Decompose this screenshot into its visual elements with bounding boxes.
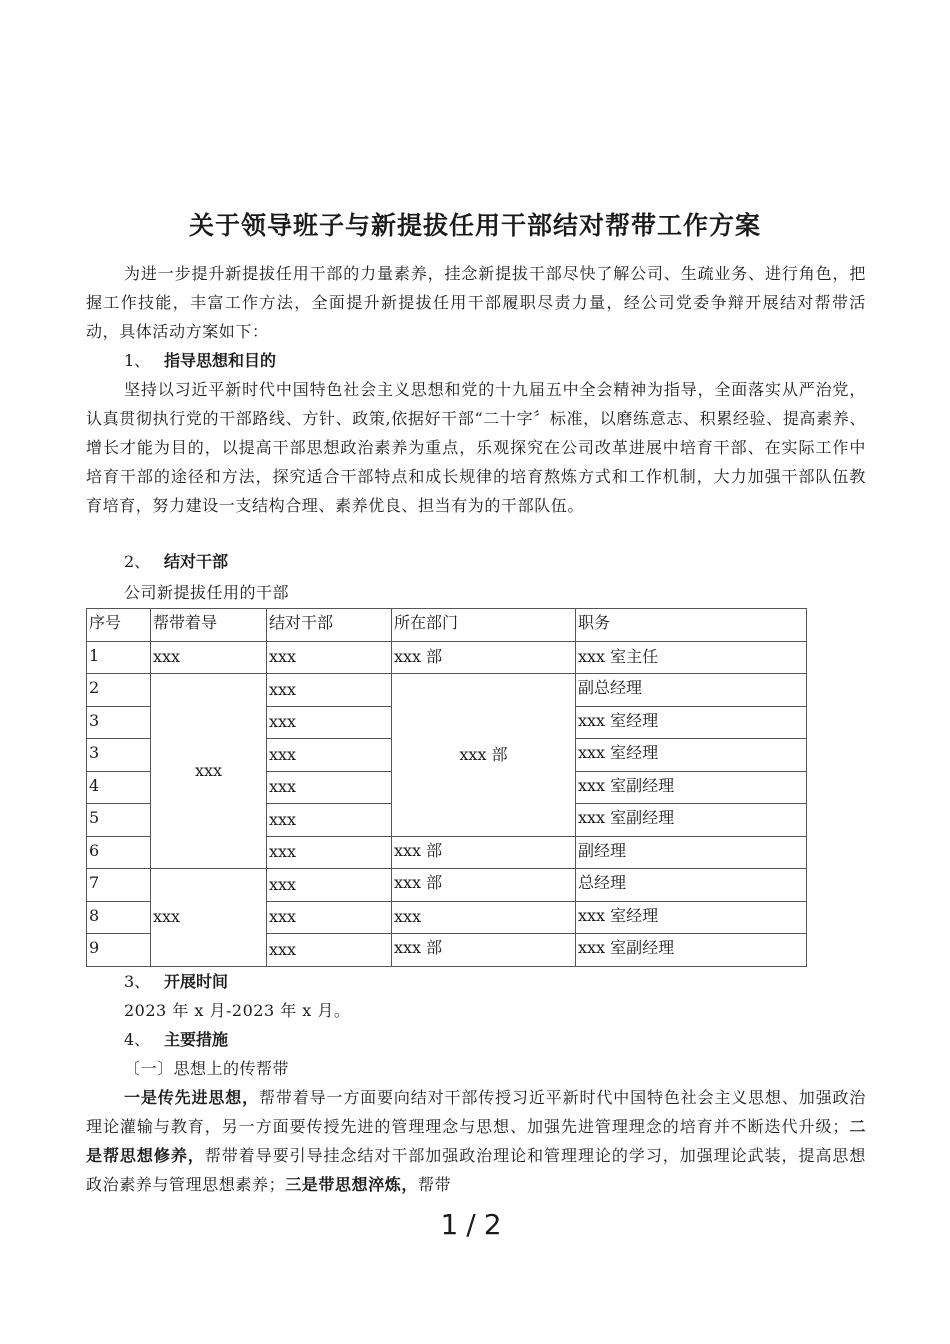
table-row — [87, 641, 807, 674]
row-number-cell: 1 — [87, 641, 151, 674]
paragraph-text: 帮带 — [418, 1175, 452, 1194]
row-number-cell: 8 — [87, 901, 151, 934]
subsection-heading: 〔一〕思想上的传帮带 — [124, 1059, 290, 1078]
post-cell: xxx 室副经理 — [576, 771, 807, 804]
bold-phrase: 三是带思想淬炼， — [285, 1175, 419, 1194]
row-number-cell: 3 — [87, 739, 151, 772]
mentor-cell: xxx — [151, 674, 267, 869]
bold-phrase: 一是传先进思想， — [124, 1088, 259, 1107]
post-cell: xxx 室经理 — [576, 901, 807, 934]
cadre-cell: xxx — [267, 771, 392, 804]
post-cell: xxx 室经理 — [576, 739, 807, 772]
cadre-table — [86, 608, 807, 967]
header-cell: 帮带着导 — [151, 609, 267, 642]
section-heading-1 — [124, 346, 276, 375]
cadre-cell: xxx — [267, 739, 392, 772]
total-pages: 2 — [483, 1208, 510, 1241]
section-title: 开展时间 — [164, 972, 229, 991]
document-title: 关于领导班子与新提拔任用干部结对帮带工作方案 — [188, 211, 761, 240]
cadre-cell: xxx — [267, 674, 392, 707]
section-number: 2、 — [124, 552, 151, 571]
cadre-cell: xxx — [267, 641, 392, 674]
department-cell: xxx 部 — [392, 641, 576, 674]
paragraph-text: 帮带着导一方面要向结对干部传授习近平新时代中国特色社会主义思想、加强政治理论灌输与教育，另一方面要传授先进的管理理念与思想、加强先进管理理念的培育并不断迭代升级； — [86, 1088, 866, 1136]
bold-phrase: 二是帮思想修养， — [86, 1117, 866, 1165]
cadre-cell: xxx — [267, 804, 392, 837]
post-cell: 副总经理 — [576, 674, 807, 707]
post-cell: 副经理 — [576, 836, 807, 869]
post-cell: xxx 室副经理 — [576, 804, 807, 837]
cadre-cell: xxx — [267, 901, 392, 934]
schedule-text: 2023 年 x 月-2023 年 x 月。 — [124, 1001, 351, 1020]
cadre-cell: xxx — [267, 869, 392, 902]
paragraph-text: 帮带着导要引导挂念结对干部加强政治理论和管理理论的学习，加强理论武装，提高思想政治素养与管理思想素养； — [86, 1146, 866, 1194]
row-number-cell: 5 — [87, 804, 151, 837]
section-title: 主要措施 — [164, 1030, 229, 1049]
department-cell: xxx 部 — [392, 869, 576, 902]
department-cell: xxx 部 — [392, 836, 576, 869]
header-cell: 序号 — [87, 609, 151, 642]
measures-paragraph — [86, 1083, 866, 1199]
row-number-cell: 9 — [87, 934, 151, 967]
row-number-cell: 4 — [87, 771, 151, 804]
department-cell: xxx 部 — [392, 934, 576, 967]
intro-paragraph: 为进一步提升新提拔任用干部的力量素养，挂念新提拔干部尽快了解公司、生疏业务、进行角色，把握工作技能，丰富工作方法，全面提升新提拔任用干部履职尽责力量，经公司党委争辩开展结对帮带活动，具体活动方案如下： — [86, 264, 866, 341]
section-title: 结对干部 — [164, 552, 229, 571]
page-separator: / — [466, 1208, 484, 1241]
section-number: 4、 — [124, 1030, 151, 1049]
section-number: 1、 — [124, 351, 151, 370]
section-heading-4 — [124, 1025, 228, 1054]
section-number: 3、 — [124, 972, 151, 991]
table-header-row — [87, 609, 807, 642]
table-row — [87, 869, 807, 902]
header-cell: 职务 — [576, 609, 807, 642]
row-number-cell: 3 — [87, 706, 151, 739]
row-number-cell: 6 — [87, 836, 151, 869]
row-number-cell: 7 — [87, 869, 151, 902]
section-title: 指导思想和目的 — [164, 351, 277, 370]
page-indicator — [0, 1208, 950, 1241]
cadre-cell: xxx — [267, 706, 392, 739]
mentor-cell: xxx — [151, 869, 267, 967]
table-caption: 公司新提拔任用的干部 — [124, 583, 290, 602]
header-cell: 所在部门 — [392, 609, 576, 642]
post-cell: xxx 室副经理 — [576, 934, 807, 967]
post-cell: xxx 室经理 — [576, 706, 807, 739]
table-row — [87, 674, 807, 707]
header-cell: 结对干部 — [267, 609, 392, 642]
current-page: 1 — [440, 1208, 467, 1241]
department-cell: xxx — [392, 901, 576, 934]
department-cell: xxx 部 — [392, 674, 576, 837]
post-cell: 总经理 — [576, 869, 807, 902]
cadre-cell: xxx — [267, 836, 392, 869]
section-heading-3 — [124, 967, 228, 996]
post-cell: xxx 室主任 — [576, 641, 807, 674]
mentor-cell: xxx — [151, 641, 267, 674]
cadre-cell: xxx — [267, 934, 392, 967]
row-number-cell: 2 — [87, 674, 151, 707]
section1-paragraph: 坚持以习近平新时代中国特色社会主义思想和党的十九届五中全会精神为指导，全面落实从严治党，认真贯彻执行党的干部路线、方针、政策,依据好干部“二十字〞标准，以磨练意志、积累经验、提高素养、增长才能为目的，以提高干部思想政治素养为重点，乐观探究在公司改革进展中培育干部、在实际工作中培育干部的途径和方法，探究适合干部特点和成长规律的培育熬炼方式和工作机制，大力加强干部队伍教育培育，努力建设一支结构合理、素养优良、担当有为的干部队伍。 — [86, 380, 866, 515]
section-heading-2 — [124, 547, 228, 576]
